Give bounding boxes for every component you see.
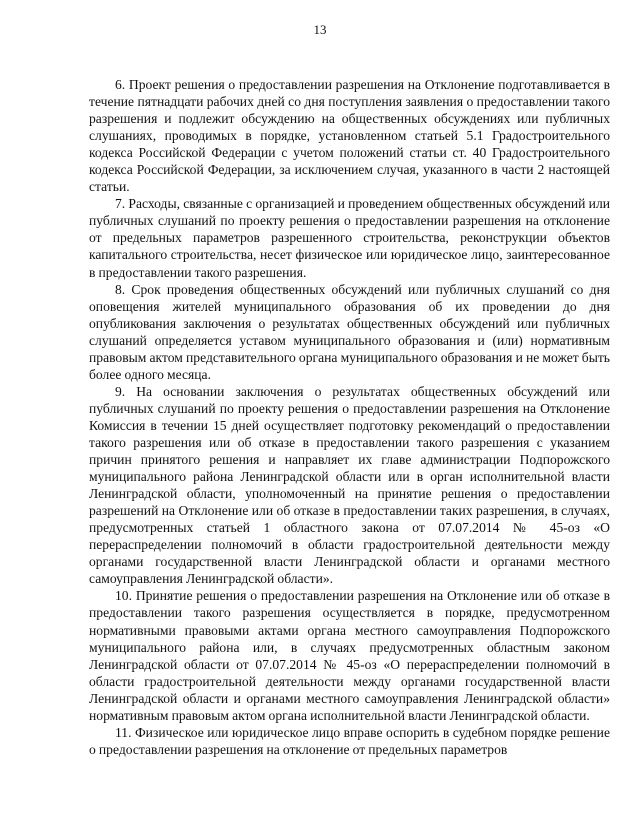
paragraph-9: 9. На основании заключения о результатах общественных обсуждений или публичных слушаний по проекту решения о предоставлении разрешения на Отклонение Комиссия в течении 15 дней осуществляет подготовку рекомендаций о предоставлении такого разрешения или об отказе в предоставлении такого разрешения с указанием причин принятого решения и направляет их главе администрации Подпорожского муниципального района Ленинградской области или в орган исполнительной власти Ленинградской области, уполномоченный на принятие решения о предоставлении разрешений на Отклонение или об отказе в предоставлении таких разрешения, в случаях, предусмотренных статьей 1 областного закона от 07.07.2014 № 45-оз «О перераспределении полномочий в области градостроительной деятельности между органами государственной власти Ленинградской области и органами местного самоуправления Ленинградской области». — [89, 383, 610, 587]
page-number: 13 — [313, 22, 327, 37]
paragraph-11: 11. Физическое или юридическое лицо вправе оспорить в судебном порядке решение о предоставлении разрешения на отклонение от предельных параметров — [89, 724, 610, 757]
document-body — [89, 76, 610, 758]
paragraph-8: 8. Срок проведения общественных обсуждений или публичных слушаний со дня оповещения жителей муниципального образования об их проведении до дня опубликования заключения о результатах общественных обсуждений или публичных слушаний определяется уставом муниципального образования и (или) нормативным правовым актом представительного органа муниципального образования и не может быть более одного месяца. — [89, 281, 610, 382]
paragraph-7: 7. Расходы, связанные с организацией и проведением общественных обсуждений или публичных слушаний по проекту решения о предоставлении разрешения на отклонение от предельных параметров разрешенного строительства, реконструкции объектов капитального строительства, несет физическое или юридическое лицо, заинтересованное в предоставлении такого разрешения. — [89, 196, 610, 280]
paragraph-10: 10. Принятие решения о предоставлении разрешения на Отклонение или об отказе в предоставлении такого разрешения осуществляется в порядке, предусмотренном нормативными правовыми актами органа местного самоуправления Подпорожского муниципального района или, в случаях предусмотренных областным законом Ленинградской области от 07.07.2014 № 45-оз «О перераспределении полномочий в области градостроительной деятельности между органами государственной власти Ленинградской области и органами местного самоуправления Ленинградской области» нормативным правовым актом органа исполнительной власти Ленинградской области. — [89, 588, 610, 723]
paragraph-6: 6. Проект решения о предоставлении разрешения на Отклонение подготавливается в течение пятнадцати рабочих дней со дня поступления заявления о предоставлении такого разрешения и подлежит обсуждению на общественных обсуждениях или публичных слушаниях, проводимых в порядке, установленном статьей 5.1 Градостроительного кодекса Российской Федерации с учетом положений статьи ст. 40 Градостроительного кодекса Российской Федерации, за исключением случая, указанного в части 2 настоящей статьи. — [89, 77, 610, 195]
